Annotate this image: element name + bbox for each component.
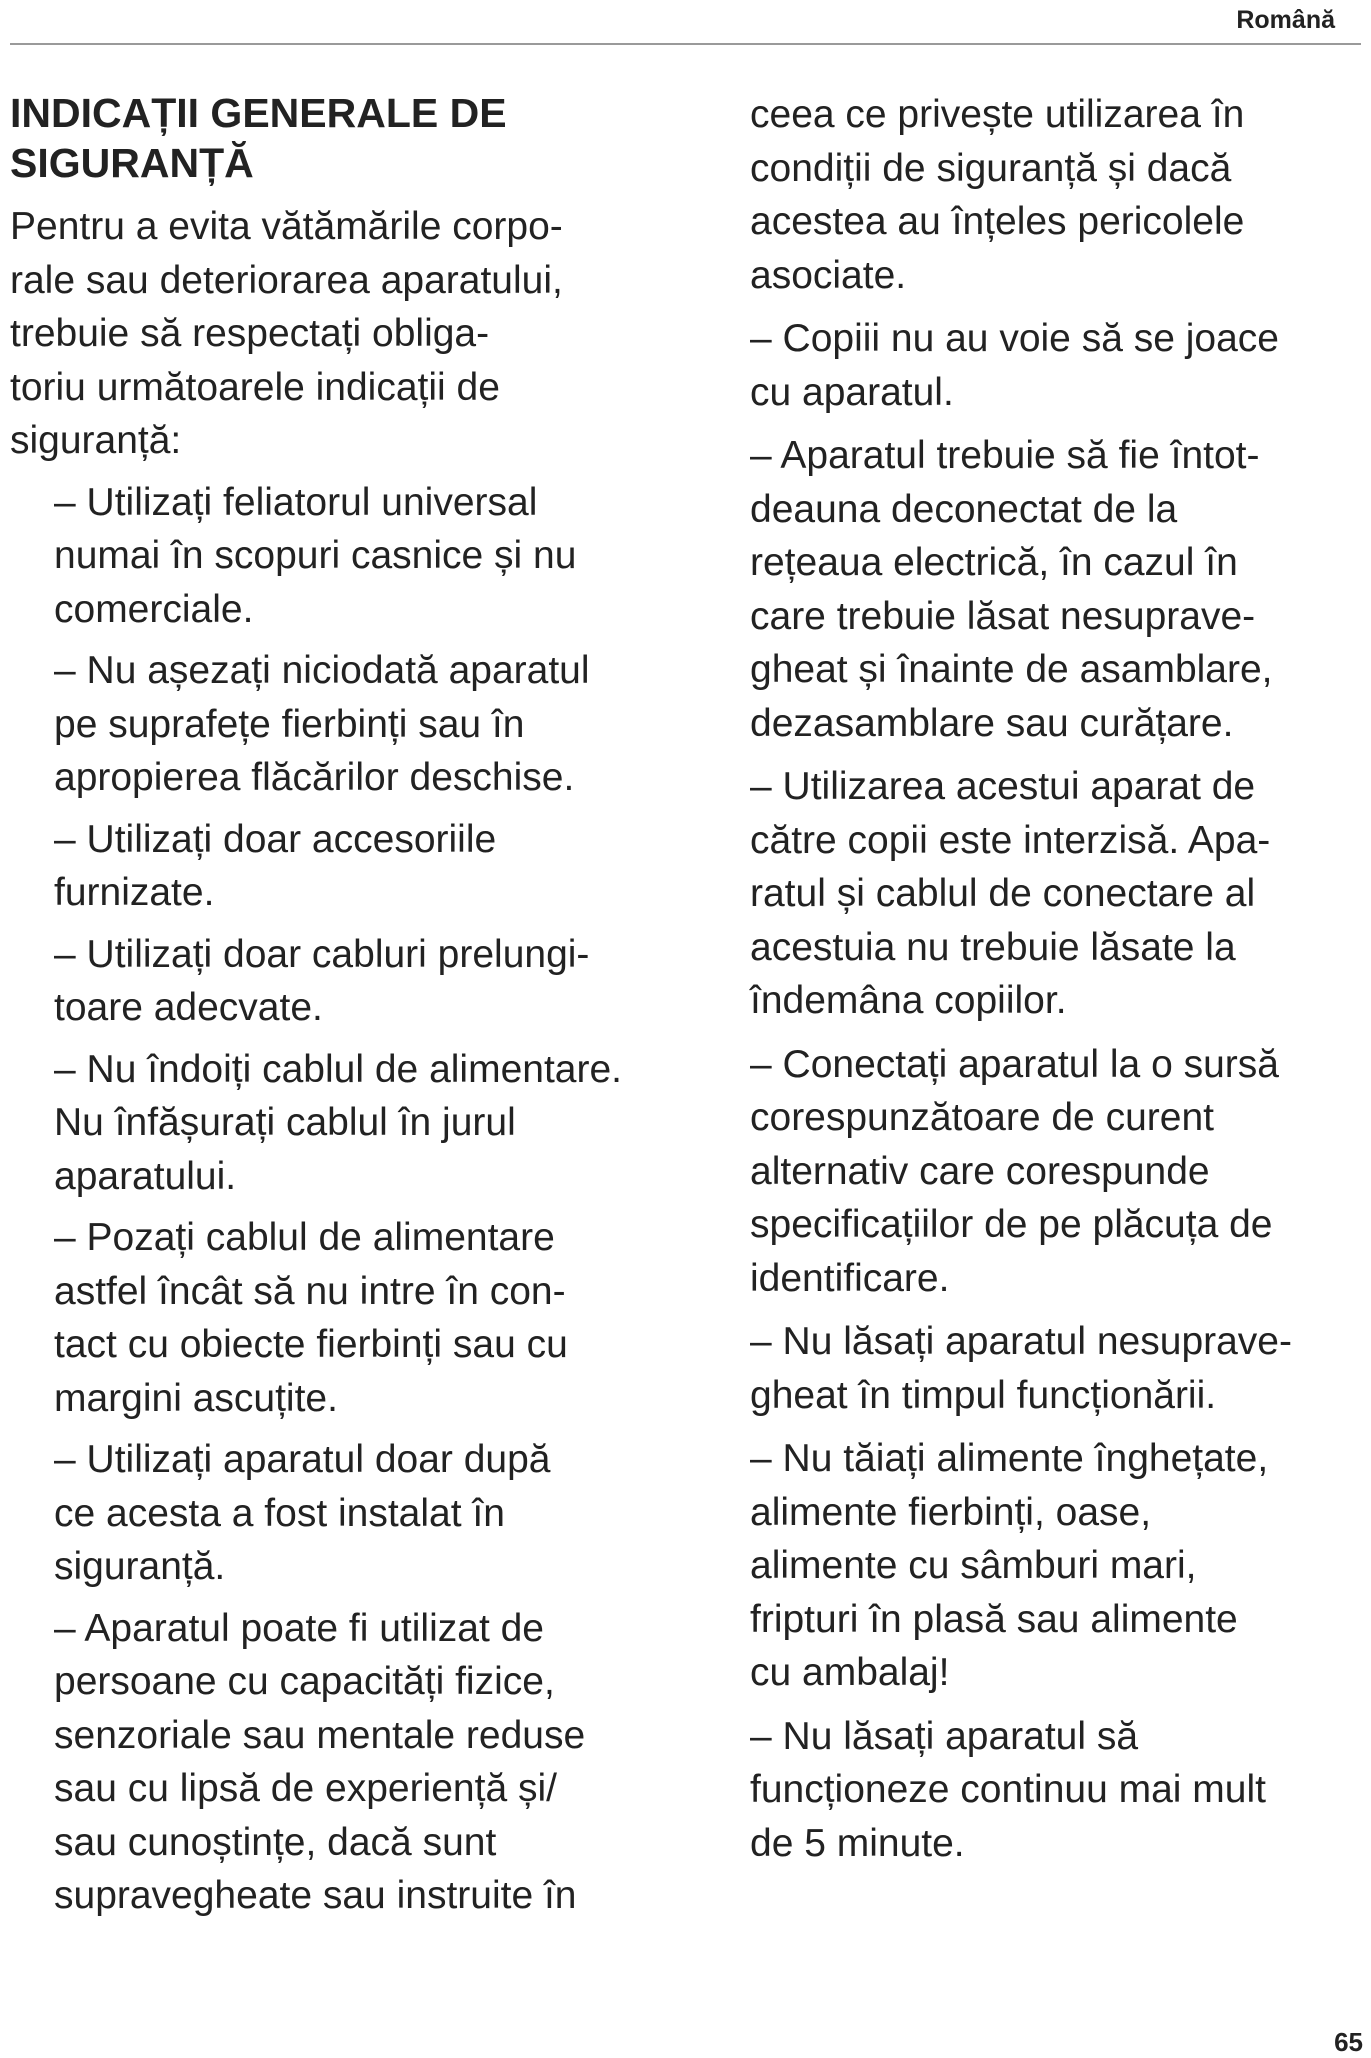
left-column: [10, 88, 710, 1923]
right-column: [750, 88, 1370, 1870]
safety-item: – Aparatul trebuie să fie întot- deauna deconectat de la rețeaua electrică, în cazul în care trebuie lăsat nesuprave- gheat și înainte de asamblare, dezasamblare sau curățare.: [750, 434, 1273, 745]
safety-item: – Utilizați doar cabluri prelungi- toare adecvate.: [54, 932, 590, 1029]
safety-item: – Aparatul poate fi utilizat de persoane cu capacități fizice, senzoriale sau mentale reduse sau cu lipsă de experiență și/ sau cunoștințe, dacă sunt supravegheate sau instruite în: [54, 1606, 586, 1917]
safety-item: – Copiii nu au voie să se joace cu aparatul.: [750, 317, 1279, 414]
safety-item: – Nu îndoiți cablul de alimentare. Nu înfășurați cablul în jurul aparatului.: [54, 1047, 622, 1198]
safety-item: – Nu lăsați aparatul să funcționeze continuu mai mult de 5 minute.: [750, 1714, 1266, 1865]
safety-item: – Nu lăsați aparatul nesuprave- gheat în timpul funcționării.: [750, 1320, 1292, 1417]
safety-item: – Utilizați feliatorul universal numai în scopuri casnice și nu comerciale.: [54, 480, 577, 631]
language-label: Română: [1236, 6, 1335, 34]
safety-item: – Utilizați doar accesoriile furnizate.: [54, 817, 497, 914]
safety-item-continued: ceea ce privește utilizarea în condiții de siguranță și dacă acestea au înțeles pericolele asociate.: [750, 93, 1245, 297]
page-number: 65: [1334, 2027, 1363, 2057]
safety-item: – Conectați aparatul la o sursă corespunzătoare de curent alternativ care corespunde specificațiilor de pe plăcuța de identificare.: [750, 1042, 1279, 1300]
section-title: INDICAȚII GENERALE DE SIGURANȚĂ: [10, 90, 507, 186]
header-divider: [10, 43, 1361, 45]
intro-paragraph: Pentru a evita vătămările corpo- rale sau deteriorarea aparatului, trebuie să respectați obliga- toriu următoarele indicații de siguranță:: [10, 205, 563, 462]
safety-item: – Nu așezați niciodată aparatul pe suprafețe fierbinți sau în apropierea flăcărilor deschise.: [54, 649, 590, 799]
safety-item: – Nu tăiați alimente înghețate, alimente fierbinți, oase, alimente cu sâmburi mari, fripturi în plasă sau alimente cu ambalaj!: [750, 1437, 1269, 1694]
safety-item: – Utilizați aparatul doar după ce acesta a fost instalat în siguranță.: [54, 1438, 551, 1588]
safety-item: – Pozați cablul de alimentare astfel încât să nu intre în con- tact cu obiecte fierbinți sau cu margini ascuțite.: [54, 1216, 568, 1420]
safety-item: – Utilizarea acestui aparat de către copii este interzisă. Apa- ratul și cablul de conectare al acestuia nu trebuie lăsate la îndemâna copiilor.: [750, 765, 1271, 1022]
